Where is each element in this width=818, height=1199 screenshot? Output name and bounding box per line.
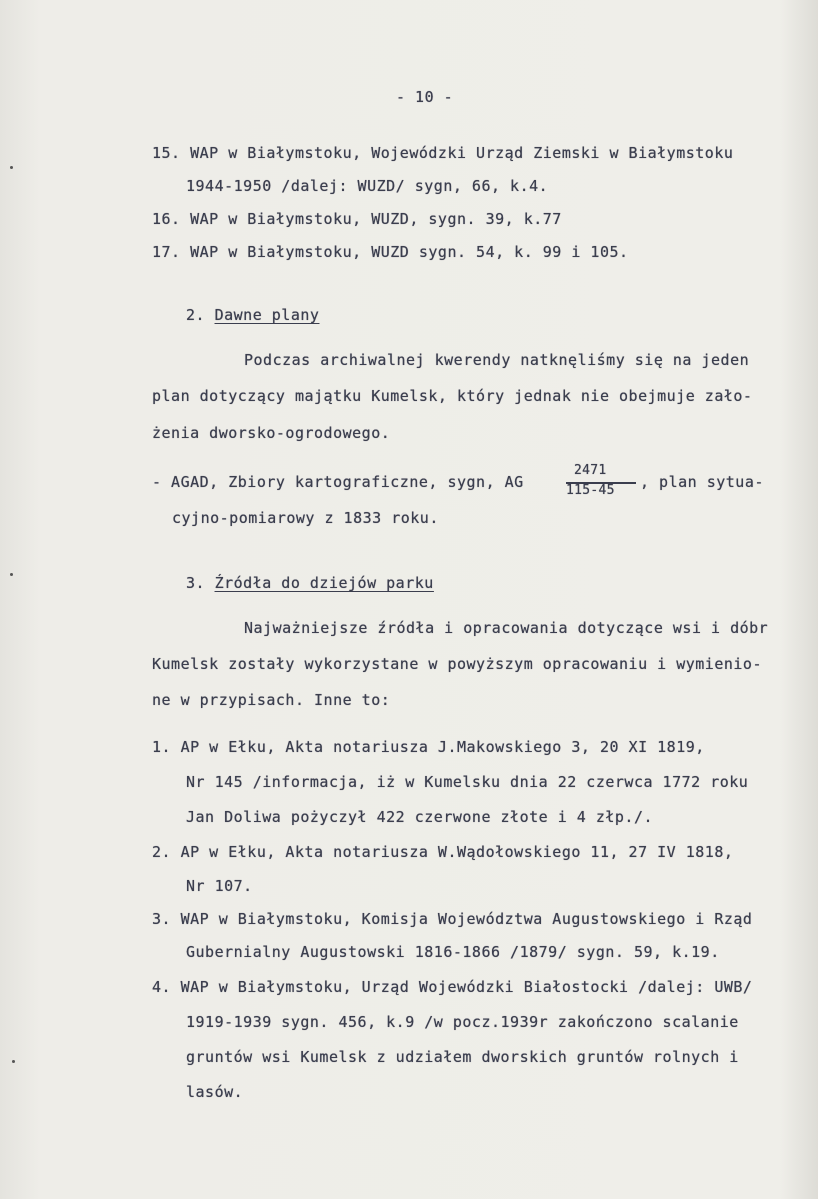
- footnote-line: 16. WAP w Białymstoku, WUZD, sygn. 39, k.77: [152, 210, 562, 228]
- plan-reference: - AGAD, Zbiory kartograficzne, sygn, AG: [152, 473, 524, 491]
- section-title: Źródła do dziejów parku: [214, 574, 434, 592]
- source-item-line: gruntów wsi Kumelsk z udziałem dworskich gruntów rolnych i: [186, 1048, 739, 1066]
- paragraph-line: żenia dworsko-ogrodowego.: [152, 424, 391, 442]
- section-heading: [186, 574, 434, 592]
- section-number: 3.: [186, 574, 206, 592]
- signature-numerator: 2471: [574, 463, 607, 478]
- source-item-line: lasów.: [186, 1083, 244, 1101]
- footnote-line: 17. WAP w Białymstoku, WUZD sygn. 54, k. 99 i 105.: [152, 243, 629, 261]
- source-item-line: Jan Doliwa pożyczył 422 czerwone złote i 4 złp./.: [186, 808, 654, 826]
- source-item-line: 2. AP w Ełku, Akta notariusza W.Wądołowskiego 11, 27 IV 1818,: [152, 843, 734, 861]
- source-item-line: 3. WAP w Białymstoku, Komisja Województwa Augustowskiego i Rząd: [152, 910, 753, 928]
- paragraph-line: ne w przypisach. Inne to:: [152, 691, 391, 709]
- section-heading: [186, 306, 319, 324]
- section-title: Dawne plany: [214, 306, 320, 324]
- section-number: 2.: [186, 306, 206, 324]
- page-number: - 10 -: [396, 88, 454, 106]
- paragraph-line: Kumelsk zostały wykorzystane w powyższym opracowaniu i wymienio-: [152, 655, 762, 673]
- punch-hole-mark: [10, 573, 13, 576]
- paragraph-line: Najważniejsze źródła i opracowania dotyczące wsi i dóbr: [244, 619, 769, 637]
- punch-hole-mark: [12, 1060, 15, 1063]
- source-item-line: Gubernialny Augustowski 1816-1866 /1879/ sygn. 59, k.19.: [186, 943, 720, 961]
- source-item-line: 4. WAP w Białymstoku, Urząd Wojewódzki Białostocki /dalej: UWB/: [152, 978, 753, 996]
- footnote-line: 1944-1950 /dalej: WUZD/ sygn, 66, k.4.: [186, 177, 549, 195]
- source-item-line: Nr 145 /informacja, iż w Kumelsku dnia 22 czerwca 1772 roku: [186, 773, 749, 791]
- source-item-line: 1919-1939 sygn. 456, k.9 /w pocz.1939r zakończono scalanie: [186, 1013, 739, 1031]
- signature-denominator: 115-45: [566, 483, 615, 498]
- paragraph-line: plan dotyczący majątku Kumelsk, który jednak nie obejmuje zało-: [152, 387, 753, 405]
- footnote-line: 15. WAP w Białymstoku, Wojewódzki Urząd Ziemski w Białymstoku: [152, 144, 734, 162]
- source-item-line: Nr 107.: [186, 877, 253, 895]
- source-item-line: 1. AP w Ełku, Akta notariusza J.Makowskiego 3, 20 XI 1819,: [152, 738, 705, 756]
- punch-hole-mark: [10, 166, 13, 169]
- plan-reference: cyjno-pomiarowy z 1833 roku.: [172, 509, 439, 527]
- plan-reference: , plan sytua-: [640, 473, 764, 491]
- paragraph-line: Podczas archiwalnej kwerendy natknęliśmy się na jeden: [244, 351, 750, 369]
